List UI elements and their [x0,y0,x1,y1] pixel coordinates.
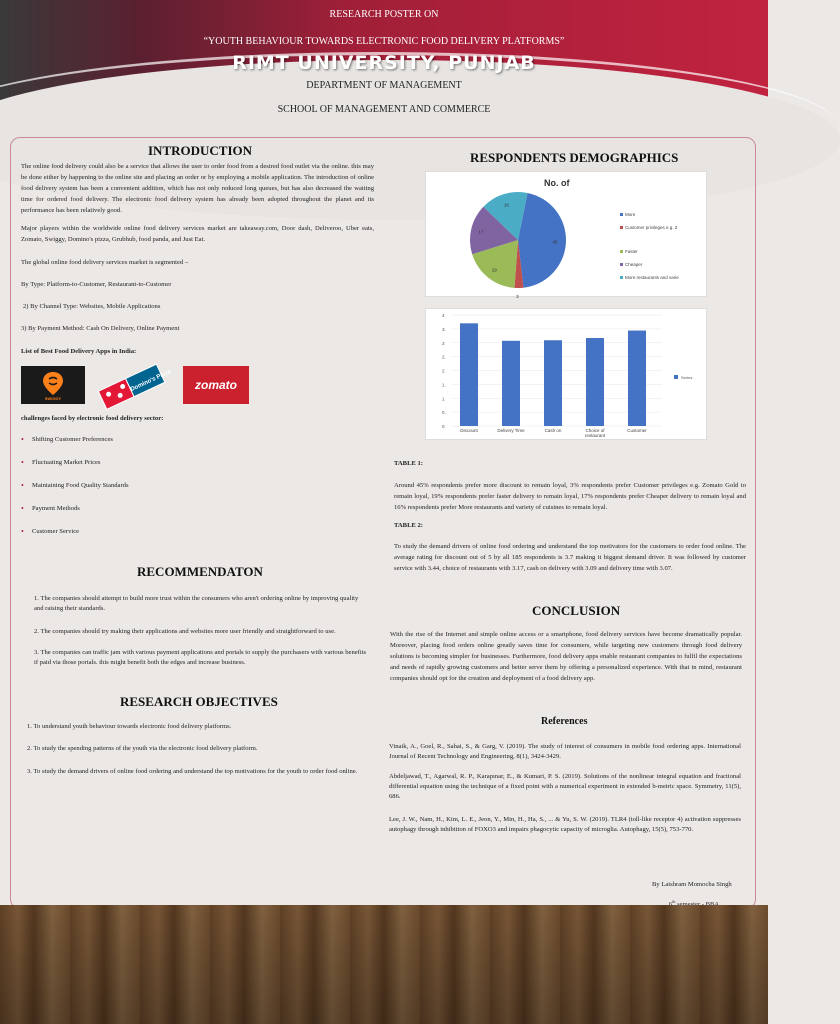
bar-legend-swatch [674,375,678,379]
reference-1-text: Vinaik, A., Goel, R., Sahai, S., & Garg, V. (2019). The study of interest of consumers in mobile food ordering apps. International Journal of Recent Technology and Engineering, 8(1), 3424-3429. [389,743,741,760]
objective-item: 1. To understand youth behaviour towards electronic food delivery platforms. [27,723,232,730]
school-name: SCHOOL OF MANAGEMENT AND COMMERCE [277,104,491,115]
bar-x-label: Cash on [544,428,562,433]
poster-topic: “YOUTH BEHAVIOUR TOWARDS ELECTRONIC FOOD DELIVERY PLATFORMS” [203,36,565,47]
reference-1 [389,742,741,762]
bar-y-tick: 2. [442,354,446,360]
bar-y-tick: 0. [442,410,446,416]
bar [460,323,478,426]
bar-x-label: Customer [627,428,647,433]
challenge-item: • Payment Methods [32,505,80,512]
table2-text: To study the demand drivers of online food ordering and understand the top motivators for the customers to order food online. The average rating for discount out of 5 by all 185 respondents is 3.7 making it biggest demand driver. It was followed by customer service with 3.44, choice of restaurants with 3.17, cash on delivery with 3.09 and delivery time with 3.07. [394,543,746,572]
bar-y-tick: 1. [442,382,446,388]
swiggy-label: SWIGGY [44,396,62,401]
intro-paragraph-3: The global online food delivery services market is segmented – [21,259,189,266]
bar-y-tick: 1 [442,396,445,402]
objective-item: 2. To study the spending patterns of the youth via the electronic food delivery platform. [27,745,258,752]
bar-y-tick: 2 [442,368,445,374]
intro-channel: 2) By Channel Type: Websites, Mobile Applications [23,303,161,310]
demographics-title: RESPONDENTS DEMOGRAPHICS [470,150,679,165]
bar [628,331,646,426]
bar-y-tick: 0 [442,424,445,429]
bar-x-labels [460,428,647,438]
pie-legend-swatch [620,276,623,279]
bar [544,340,562,426]
challenge-item: • Shifting Customer Preferences [32,436,113,443]
department-name: DEPARTMENT OF MANAGEMENT [306,80,462,91]
bar-y-tick: 3 [442,340,445,346]
pie-legend-swatch [620,250,623,253]
challenges-heading: challenges faced by electronic food delivery sector: [21,415,164,422]
zomato-logo [183,366,249,404]
recommendation-item: 2. The companies should try making their applications and websites more user friendly and straightforward to use. [34,628,336,635]
bar [586,338,604,426]
table1-label: TABLE 1: [394,460,424,467]
pie-legend-swatch [620,263,623,266]
pie-slice [518,193,566,288]
references-title: References [541,716,588,727]
table1-text: Around 45% respondents prefer more discount to remain loyal, 3% respondents prefer Customer privileges e.g. Zomato Gold to remain loyal, 19% respondents prefer faster delivery to remain loyal, 17% respondents prefer Cheaper delivery to remain loyal and 16% respondents prefer More restaurants and variety of cuisines to remain loyal. [394,482,746,511]
challenge-item: • Customer Service [32,528,79,535]
bar-chart-svg [426,309,706,439]
bar-x-label: Choice of [585,428,605,433]
reference-3 [389,815,741,835]
wood-floor [0,905,768,1024]
pie-data-label: 19 [491,267,497,273]
pie-legend-swatch [620,213,623,216]
author-name: By Laishram Momocha Singh [652,881,732,888]
pie-data-label: 45 [552,239,558,245]
zomato-label: zomato [195,378,237,392]
reference-2-text: Abdeljawad, T., Agarwal, R. P., Karapınar, E., & Kumari, P. S. (2019). Solutions of the nonlinear integral equation and fractional differential equation using the technique of a fixed point with a numerical experiment in extended b-metric space. Symmetry, 11(5), 686. [389,773,741,800]
objectives-title: RESEARCH OBJECTIVES [120,694,278,709]
intro-title: INTRODUCTION [148,143,253,158]
recommendation-item: 1. The companies should attempt to build more trust within the consumers who aren't ordering online by improving quality and raising their standards. [34,595,359,612]
bar-y-tick: 4 [442,313,445,318]
intro-payment: 3) By Payment Method: Cash On Delivery, Online Payment [21,325,180,332]
apps-heading: List of Best Food Delivery Apps in India: [21,348,137,355]
pie-data-label: 3 [516,293,519,299]
poster-subtitle: RESEARCH POSTER ON [329,9,439,20]
bar-x-label: restaurant [584,433,606,438]
intro-paragraph-2: Major players within the worldwide online food delivery services market are takeaway.com, Door dash, Deliveroo, Uber eats, Zomato, Swiggy, Domino's pizza, Grubhub, food panda, and Just Eat. [21,225,374,243]
pie-title: No. of [544,178,570,188]
pie-data-label: 16 [503,202,509,208]
bar-bars [460,323,646,426]
conclusion-title: CONCLUSION [532,603,621,618]
pie-legend-label: Cheaper [625,262,643,267]
bar-x-label: Delivery Time [497,428,525,433]
bar-y-tick: 3. [442,326,446,332]
pie-legend-swatch [620,226,623,229]
bar [502,341,520,426]
pie-legend-label: More restaurants and varie [625,275,679,280]
objective-item: 3. To study the demand drivers of online food ordering and understand the top motivations for the youth to order food online. [27,768,358,775]
table2-label: TABLE 2: [394,522,424,529]
pie-legend-label: Customer privileges e.g. Z [625,225,678,230]
university-name: RIMT UNIVERSITY, PUNJAB [232,52,536,74]
intro-type: By Type: Platform-to-Customer, Restaurant-to-Customer [21,281,172,288]
swiggy-logo [21,366,85,404]
reference-3-text: Lee, J. W., Nam, H., Kim, L. E., Jeon, Y., Min, H., Ha, S., ... & Yu, S. W. (2019). TLR4 (toll-like receptor 4) activation suppresses autophagy through inhibition of FOXO3 and impairs phagocytic capacity of microglia. Autophagy, 15(5), 753-770. [389,816,741,833]
recommendation-title: RECOMMENDATON [137,564,263,579]
semester-suffix: th [672,899,676,904]
pie-legend [620,212,679,280]
bar-legend-label: Series [681,375,693,380]
pie-legend-label: Faster [625,249,638,254]
dominos-label: Domino's Pizza [129,369,172,393]
bar-x-label: Discount [460,428,478,433]
challenge-item: • Maintaining Food Quality Standards [32,482,129,489]
challenge-item: • Fluctuating Market Prices [32,459,101,466]
pie-slices [470,192,566,299]
pie-legend-label: More [625,212,636,217]
recommendation-item: 3. The companies can traffic jam with various payment applications and portals to supply the purchasers with various benefits if paid via those portals. this might benefit both the edges and increase business. [34,649,367,666]
pie-data-label: 17 [478,229,484,235]
bar-chart [425,308,707,440]
pie-chart-svg [426,172,706,299]
intro-paragraph-1: The online food delivery could also be a service that allows the user to order food from a desired food outlet via the online. this may be done either by happening to the online site and placing an order or by employing a mobile application. The introduction of online food delivery system has been a convenient addition, which has not only reduced long queues, but has also decreased the waiting time for ordered food delivery. The electronic food delivery system has already been adopted throughout the planet and its performance has been relatively good. [21,163,374,214]
pie-chart [425,171,707,297]
conclusion-text: With the rise of the Internet and simple online access or a smartphone, food delivery services have become dramatically popular. Moreover, placing food orders online greatly saves time for consumers, while targeting new customers through food delivery solutions is becoming simpler for businesses. Furthermore, food delivery apps enable restaurant companies to fulfil the expectations and needs of rapidly growing customers and better serve them by offering a personalized experience. With that in mind, restaurant companies should opt for the creation and deployment of a food delivery app. [390,631,742,682]
reference-2 [389,772,741,802]
dominos-logo [95,364,171,406]
